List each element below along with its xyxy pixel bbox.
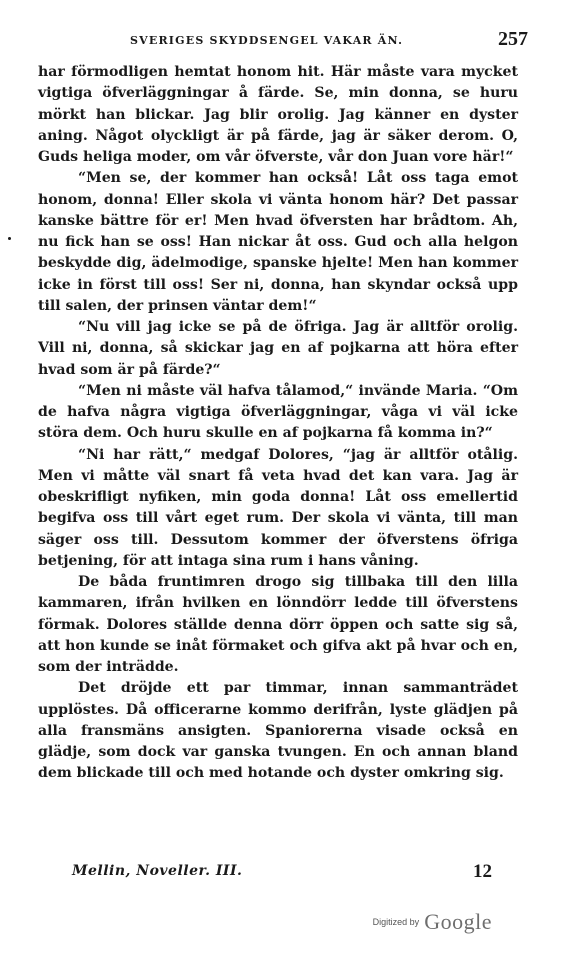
page-footer	[72, 863, 492, 887]
signature-number: 12	[473, 861, 492, 882]
footer-signature	[72, 863, 242, 879]
paragraph-5: “Ni har rätt,“ medgaf Dolores, “jag är alltför otålig. Men vi måtte väl snart få veta hvad det kan vara. Jag är obeskrifligt nyfiken, min goda donna! Låt oss emellertid begifva oss till vårt eget rum. Der skola vi vänta, till man säger oss till. Dessutom kommer der öfverstens öfriga betjening, för att intaga sina rum i hans våning.	[38, 446, 518, 569]
running-head	[38, 28, 528, 54]
paragraph-1: har förmodligen hemtat honom hit. Här måste vara mycket vigtiga öfverläggningar å färde. Se, min donna, se huru mörkt han blickar. Jag blir orolig. Jag känner en dyster aning. Något olyckligt är på färde, jag är säker derom. O, Guds heliga moder, om vår öfverste, vår don Juan vore här!“	[38, 64, 518, 165]
page-number: 257	[498, 28, 528, 50]
footer-author: Mellin, Noveller.	[72, 863, 211, 879]
running-title: SVERIGES SKYDDSENGEL VAKAR ÄN.	[130, 34, 404, 47]
margin-speck	[8, 237, 11, 240]
google-logo: Google	[424, 909, 492, 934]
digitized-prefix: Digitized by	[372, 917, 420, 927]
digitized-watermark	[373, 909, 492, 937]
body-text	[38, 62, 518, 785]
paragraph-6: De båda fruntimren drogo sig tillbaka till den lilla kammaren, ifrån hvilken en lönndörr ledde till öfverstens förmak. Dolores ställde denna dörr öppen och satte sig så, att hon kunde se inåt förmaket och gifva akt på hvar och en, som der inträdde.	[38, 574, 518, 675]
paragraph-3: “Nu vill jag icke se på de öfriga. Jag är alltför orolig. Vill ni, donna, så skickar jag en af pojkarna att höra efter hvad som är på färde?“	[38, 319, 518, 378]
paragraph-4: “Men ni måste väl hafva tålamod,“ invände Maria. “Om de hafva några vigtiga öfverläggningar, våga vi väl icke störa dem. Och huru skulle en af pojkarna få komma in?“	[38, 382, 518, 442]
paragraph-2: “Men se, der kommer han också! Låt oss taga emot honom, donna! Eller skola vi vänta honom här? Det passar kanske bättre för er! Men hvad öfversten har brådtom. Ah, nu fick han se oss! Han nickar åt oss. Gud och alla helgon beskydde dig, ädelmodige, spanske hjelte! Men han kommer icke in först till oss! Ser ni, donna, han skyndar också upp till salen, der prinsen väntar dem!“	[38, 170, 518, 314]
paragraph-7: Det dröjde ett par timmar, innan sammanträdet upplöstes. Då officerarne kommo derifrån, lyste glädjen på alla fransmäns ansigten. Spaniorerna visade också en glädje, som dock var ganska tvungen. En och annan bland dem blickade till och med hotande och dyster omkring sig.	[38, 680, 518, 782]
footer-volume: III.	[215, 863, 243, 879]
